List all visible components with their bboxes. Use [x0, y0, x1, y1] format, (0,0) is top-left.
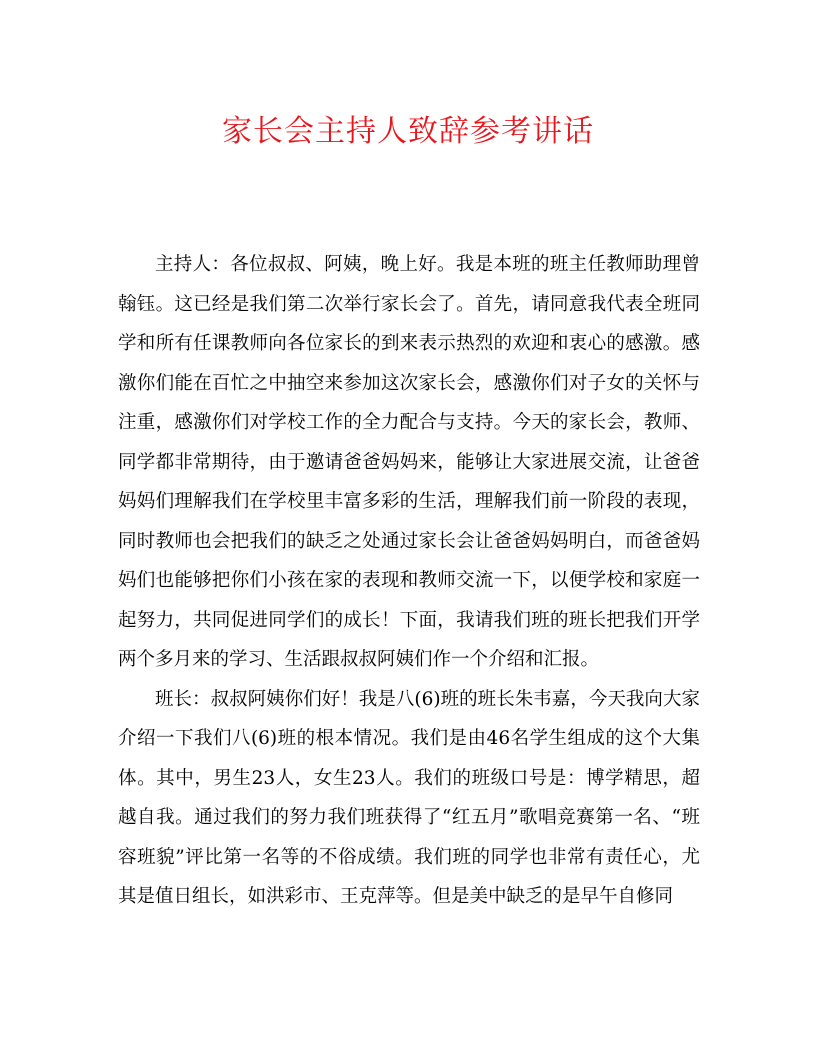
document-title: 家长会主持人致辞参考讲话	[222, 114, 594, 149]
paragraph-host-speech: 主持人：各位叔叔、阿姨，晚上好。我是本班的班主任教师助理曾翰钰。这已经是我们第二次举行家长会了。首先，请同意我代表全班同学和所有任课教师向各位家长的到来表示热烈的欢迎和衷心的感激。感激你们能在百忙之中抽空来参加这次家长会，感激你们对子女的关怀与注重，感激你们对学校工作的全力配合与支持。今天的家长会，教师、同学都非常期待，由于邀请爸爸妈妈来，能够让大家进展交流，让爸爸妈妈们理解我们在学校里丰富多彩的生活，理解我们前一阶段的表现，同时教师也会把我们的缺乏之处通过家长会让爸爸妈妈明白，而爸爸妈妈们也能够把你们小孩在家的表现和教师交流一下，以便学校和家庭一起努力，共同促进同学们的成长！下面，我请我们班的班长把我们开学两个多月来的学习、生活跟叔叔阿姨们作一个介绍和汇报。	[118, 254, 700, 670]
paragraph-monitor-speech: 班长：叔叔阿姨你们好！我是八(6)班的班长朱韦嘉，今天我向大家介绍一下我们八(6)班的根本情况。我们是由46名学生组成的这个大集体。其中，男生23人，女生23人。我们的班级口号是：博学精思，超越自我。通过我们的努力我们班获得了“红五月”歌唱竞赛第一名、“班容班貌”评比第一名等的不俗成绩。我们班的同学也非常有责任心，尤其是值日组长，如洪彩市、王克萍等。但是美中缺乏的是早午自修同	[118, 688, 700, 907]
document-body	[118, 245, 700, 917]
